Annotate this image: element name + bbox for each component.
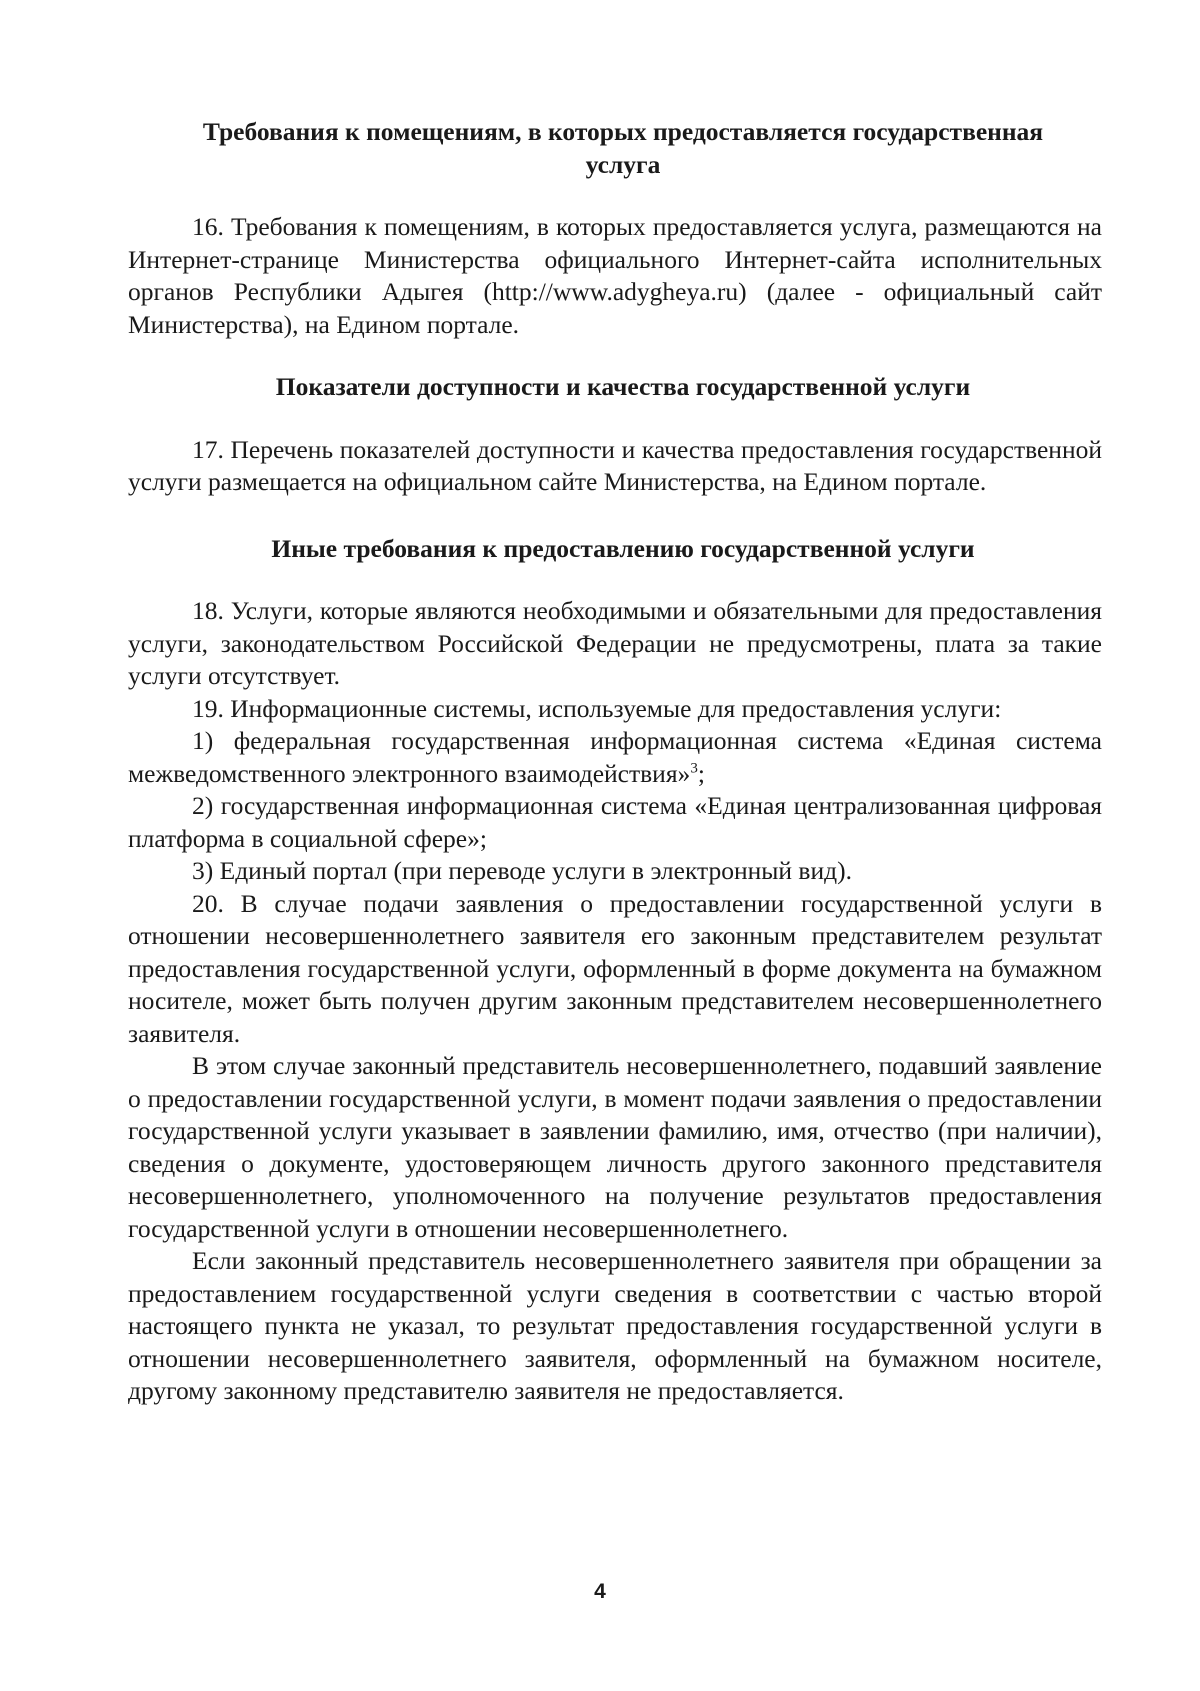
paragraph-20-part-3: Если законный представитель несовершеннолетнего заявителя при обращении за предоставлением государственной услуги сведения в соответствии с частью второй настоящего пункта не указал, то результат предоставления государственной услуги в отношении несовершеннолетнего заявителя, оформленный на бумажном носителе, другому законному представителю заявителя не предоставляется.	[128, 1246, 1102, 1405]
paragraph-20: 20. В случае подачи заявления о предоставлении государственной услуги в отношении несовершеннолетнего заявителя его законным представителем результат предоставления государственной услуги, оформленный в форме документа на бумажном носителе, может быть получен другим законным представителем несовершеннолетнего заявителя.	[128, 888, 1102, 1048]
paragraph-18: 18. Услуги, которые являются необходимыми и обязательными для предоставления услуги, законодательством Российской Федерации не предусмотрены, плата за такие услуги отсутствует.	[128, 596, 1102, 690]
section-heading-other-requirements: Иные требования к предоставлению государственной услуги	[271, 533, 975, 563]
list-item-1	[128, 725, 1102, 790]
paragraph-19: 19. Информационные системы, используемые для предоставления услуги:	[192, 693, 1002, 723]
section-heading-indicators: Показатели доступности и качества государственной услуги	[275, 372, 971, 401]
list-item-3: 3) Единый портал (при переводе услуги в электронный вид).	[192, 856, 852, 885]
section-heading-premises: Требования к помещениям, в которых предоставляется государственная услуга	[202, 117, 1044, 179]
paragraph-17: 17. Перечень показателей доступности и качества предоставления государственной услуги размещается на официальном сайте Министерства, на Едином портале.	[128, 434, 1102, 496]
paragraph-20-part-2: В этом случае законный представитель несовершеннолетнего, подавший заявление о предоставлении государственной услуги, в момент подачи заявления о предоставлении государственной услуги указывает в заявлении фамилию, имя, отчество (при наличии), сведения о документе, удостоверяющем личность другого законного представителя несовершеннолетнего, уполномоченного на получение результатов предоставления государственной услуги в отношении несовершеннолетнего.	[128, 1051, 1102, 1243]
list-item-1-tail: ;	[697, 758, 705, 788]
footnote-marker: 3	[690, 760, 698, 776]
page-number: 4	[594, 1580, 606, 1603]
list-item-1-text: 1) федеральная государственная информационная система «Единая система межведомственного электронного взаимодействия»	[128, 726, 1102, 788]
paragraph-16: 16. Требования к помещениям, в которых предоставляется услуга, размещаются на Интернет-странице Министерства официального Интернет-сайта исполнительных органов Республики Адыгея (http://www.adygheya.ru) (далее - официальный сайт Министерства), на Едином портале.	[128, 212, 1102, 339]
list-item-2: 2) государственная информационная система «Единая централизованная цифровая платформа в социальной сфере»;	[128, 791, 1102, 853]
